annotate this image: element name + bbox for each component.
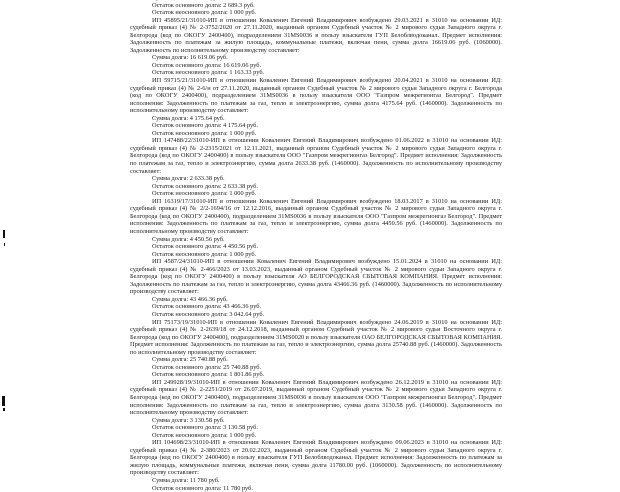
enforcement-proceeding-entry [130,198,502,258]
document-text [130,0,502,492]
enforcement-proceeding-entry [130,0,502,17]
debt-amount-line: Остаток неосновного долга: 3 042.64 руб. [152,310,265,318]
scan-artifact [3,408,5,411]
debt-amount-line: Остаток неосновного долга: 1 000 руб. [152,190,257,198]
debt-amount-line: Сумма долга: 11 780 руб. [152,477,220,484]
debt-amount-line: Сумма долга: 43 466.36 руб. [152,295,228,303]
proceeding-description: ИП 147488/22/31010-ИП в отношении Коваленич Евгений Владимирович возбуждено 01.06.2022 в 31010 на основании ИД: судебный приказ (4) № 2-2315/2021 от 12.11.2021, выданный органом Судебный участок № 2 мирового судьи Западного округа г. Белгорода (код по ОКОГУ 2400400) в пользу взыскателя ООО "Газпром межрегионгаз Белгород". Предмет исполнения: Задолженность по платежам за газ, тепло и электроэнергию, сумма долга 2633.38 руб. (1460000). Задолженность по исполнительному производству составляет: [130,137,502,175]
debt-amount-line: Сумма долга: 3 130.58 руб. [152,416,225,424]
debt-amount-line: Остаток основного долга: 25 740.88 руб. [152,363,262,371]
debt-amount-line: Остаток неосновного долга: 1 000 руб. [152,129,257,137]
proceeding-description: ИП 45895/21/31010-ИП в отношении Коваленич Евгений Владимирович возбуждено 29.03.2021 в 31010 на основании ИД: судебный приказ (4) № 2-3752/2020 от 27.11.2020, выданный органом Судебный участок № 2 мирового судьи Западного округа г. Белгорода (код по ОКОГУ 2400400), подразделением 31MS0036 в пользу взыскателя ГУП Белоблводоканал. Предмет исполнения: Задолженность по платежам за жилую площадь, коммунальные платежи, включая пени, сумма долга 16619.06 руб. (1060000). Задолженность по исполнительному производству составляет: [130,16,502,54]
debt-amount-line: Сумма долга: 2 633.38 руб. [152,175,225,183]
proceeding-description: ИП 249928/19/31010-ИП в отношении Коваленич Евгений Владимирович возбуждено 26.12.2019 в 31010 на основании ИД: судебный приказ (4) № 2-2251/2019 от 26.07.2019, выданный органом Судебный участок № 2 мирового судьи Западного округа г. Белгорода (код по ОКОГУ 2400400), подразделением 31MS0036 в пользу взыскателя ООО "Газпром межрегионгаз Белгород". Предмет исполнения: Задолженность по платежам за газ, тепло и электроэнергию, сумма долга 3130.58 руб. (1460000). Задолженность по исполнительному производству составляет: [130,378,502,417]
proceeding-description: ИП 4587/24/31010-ИП в отношении Коваленич Евгений Владимирович возбуждено 15.01.2024 в 31010 на основании ИД: судебный приказ (4) № 2-466/2023 от 13.03.2023, выданный органом Судебный участок № 2 мирового судьи Западного округа г. Белгорода (код по ОКОГУ 2400400) в пользу взыскателя АО БЕЛГОРОДСКАЯ СБЫТОВАЯ КОМПАНИЯ. Предмет исполнения: Задолженность по платежам за газ, тепло и электроэнергию, сумма долга 43466.36 руб. (1460000). Задолженность по исполнительному производству составляет: [130,258,502,296]
proceeding-description: ИП 59715/21/31010-ИП в отношении Коваленич Евгений Владимирович возбуждено 20.04.2021 в 31010 на основании ИД: судебный приказ (4) № 2-6/н от 27.11.2020, выданный органом Судебный участок № 2 мирового судьи Западного округа г. Белгорода (код по ОКОГУ 2400400), подразделением 31MS0036 в пользу взыскателя ООО "Газпром межрегионгаз Белгород". Предмет исполнения: Задолженность по платежам за газ, тепло и электроэнергию, сумма долга 4175.64 руб. (1460000). Задолженность по исполнительному производству составляет: [130,77,502,115]
enforcement-proceeding-entry [130,258,502,318]
debt-amount-line: Остаток основного долга: 2 633.38 руб. [152,182,258,190]
scan-artifact [2,396,5,406]
proceeding-description: ИП 104698/23/31010-ИП в отношении Коваленич Евгений Владимирович возбуждено 09.06.2023 в 31010 на основании ИД: судебный приказ (4) № 2-380/2023 от 20.02.2023, выданный органом Судебный участок № 2 мирового судьи Западного округа г. Белгорода (код по ОКОГУ 2400400) в пользу взыскателя ГУП Белоблводоканал. Предмет исполнения: Задолженность по платежам за жилую площадь, коммунальные платежи, включая пени, сумма долга 11780.00 руб. (1060000). Задолженность по исполнительному производству составляет: [130,439,502,477]
debt-amount-line: Остаток основного долга: 3 130.58 руб. [152,424,258,432]
debt-amount-line: Остаток основного долга: 16 619.06 руб. [152,61,262,69]
debt-amount-line: Остаток неосновного долга: 1 000 руб. [152,250,257,258]
enforcement-proceeding-entry [130,17,502,77]
debt-amount-line: Сумма долга: 25 740.88 руб. [152,356,228,364]
debt-amount-line: Остаток основного долга: 43 466.36 руб. [152,303,262,311]
debt-amount-line: Сумма долга: 4 450.56 руб. [152,235,225,243]
debt-amount-line: Остаток основного долга: 2 689.3 руб. [152,1,255,9]
enforcement-proceeding-entry [130,77,502,137]
enforcement-proceeding-entry [130,319,502,379]
enforcement-proceeding-entry [130,379,502,439]
debt-amount-line: Сумма долга: 16 619.06 руб. [152,54,228,62]
scan-artifact [4,243,5,246]
debt-amount-line: Остаток основного долга: 11 780 руб. [152,484,253,492]
enforcement-proceeding-entry [130,137,502,197]
proceeding-description: ИП 16319/17/31010-ИП в отношении Коваленич Евгений Владимирович возбуждено 18.03.2017 в 31010 на основании ИД: судебный приказ (4) № 2/2-1694/16 от 12.12.2016, выданный органом Судебный участок № 2 мирового судьи Западного округа г. Белгорода (код по ОКОГУ 2400400), подразделением 31MS0036 в пользу взыскателя ООО "Газпром межрегионгаз Белгород". Предмет исполнения: Задолженность по платежам за газ, тепло и электроэнергию, сумма долга 4450.56 руб. (1460000). Задолженность по исполнительному производству составляет: [130,197,502,235]
debt-amount-line: Остаток неосновного долга: 1 000 руб. [152,9,257,17]
debt-amount-line: Остаток неосновного долга: 1 000 руб. [152,431,257,439]
proceeding-description: ИП 75173/19/31010-ИП в отношении Коваленич Евгений Владимирович возбуждено 24.06.2019 в 31010 на основании ИД: судебный приказ (4) № 2-2639/18 от 24.12.2018, выданный органом Судебный участок № 2 мирового судьи Восточного округа г. Белгорода (код по ОКОГУ 2400400), подразделением 31MS0020 в пользу взыскателя ОАО БЕЛГОРОДСКАЯ СБЫТОВАЯ КОМПАНИЯ. Предмет исполнения: Задолженность по платежам за газ, тепло и электроэнергию, сумма долга 25740.88 руб. (1460000). Задолженность по исполнительному производству составляет: [130,318,502,356]
enforcement-proceeding-entry [130,439,502,492]
debt-amount-line: Остаток неосновного долга: 1 801.86 руб. [152,371,265,379]
debt-amount-line: Сумма долга: 4 175.64 руб. [152,114,225,122]
debt-amount-line: Остаток основного долга: 4 450.56 руб. [152,243,258,251]
debt-amount-line: Остаток неосновного долга: 1 163.33 руб. [152,69,265,77]
scan-artifact [3,230,5,238]
debt-amount-line: Остаток основного долга: 4 175.64 руб. [152,122,258,130]
